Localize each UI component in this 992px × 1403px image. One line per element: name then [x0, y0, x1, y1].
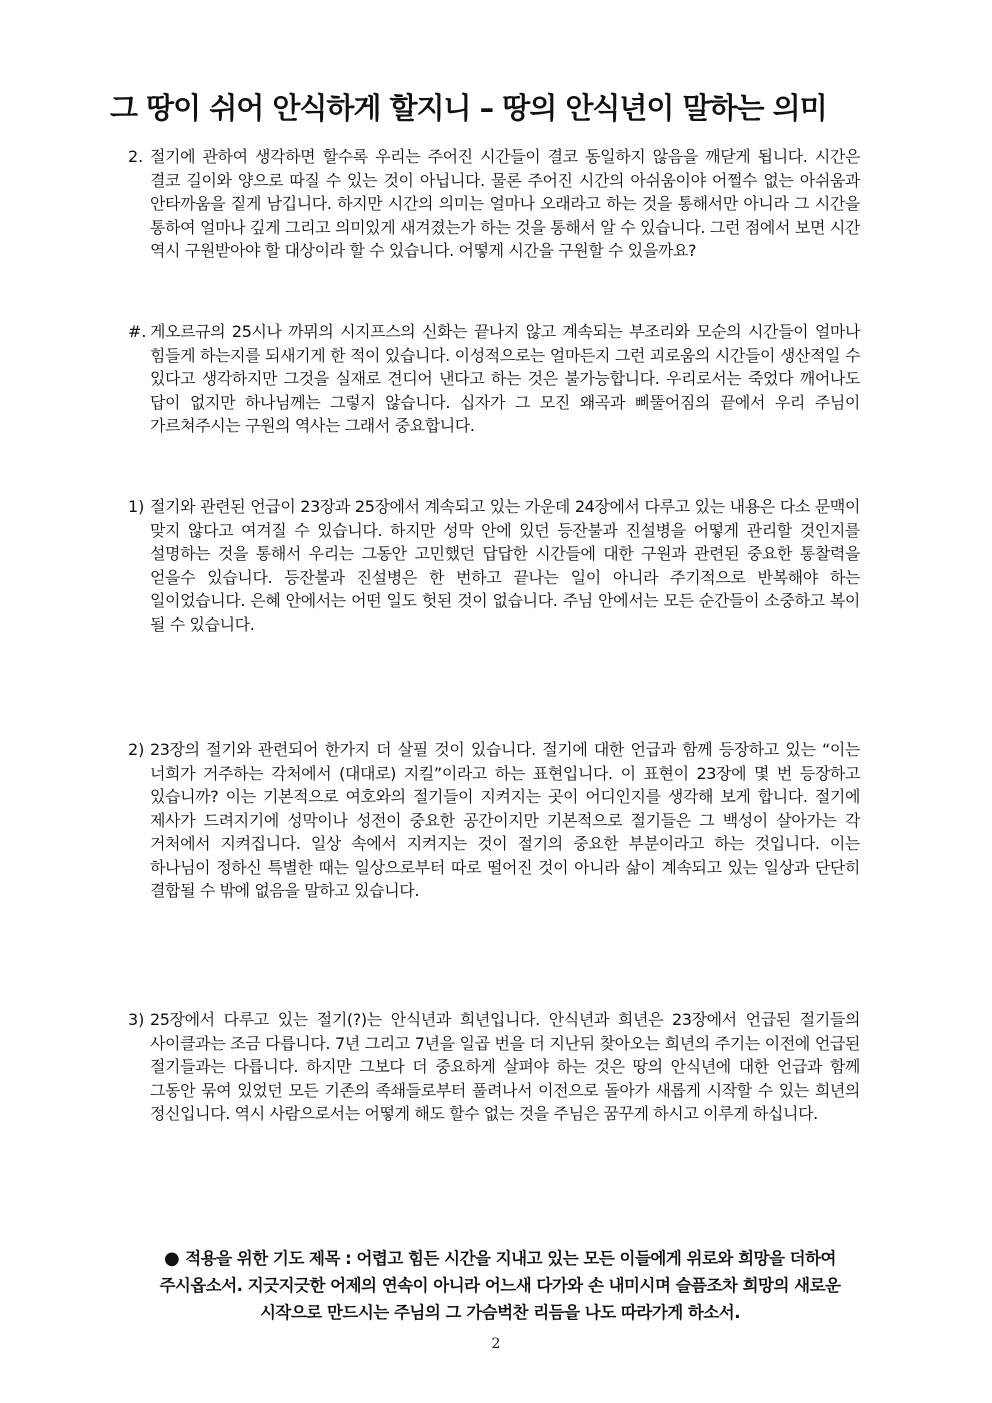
paragraph-2 [128, 145, 860, 263]
bullet-icon: ● [164, 1248, 180, 1269]
paragraph-marker: #. [128, 322, 147, 341]
paragraph-3 [128, 1008, 860, 1126]
paragraph-text: 절기에 관하여 생각하면 할수록 우리는 주어진 시간들이 결코 동일하지 않음을 깨닫게 됩니다. 시간은 결코 길이와 양으로 따질 수 있는 것이 아닙니다. 물론 주어진 시간의 아쉬움이야 어쩔수 없는 아쉬움과 안타까움을 짙게 남깁니다. 하지만 시간의 의미는 얼마나 오래라고 하는 것을 통해서만 아니라 그 시간을 통하여 얼마나 깊게 그리고 의미있게 새겨졌는가 하는 것을 통해서 알 수 있습니다. 그런 점에서 보면 시간 역시 구원받아야 할 대상이라 할 수 있습니다. 어떻게 시간을 구원할 수 있을까요? [150, 147, 860, 260]
paragraph-marker: 2. [128, 147, 144, 166]
paragraph-2-sub [128, 738, 860, 903]
paragraph-hash [128, 320, 860, 438]
paragraph-text: 절기와 관련된 언급이 23장과 25장에서 계속되고 있는 가운데 24장에서 다루고 있는 내용은 다소 문맥이 맞지 않다고 여겨질 수 있습니다. 하지만 성막 안에 있던 등잔불과 진설병을 어떻게 관리할 것인지를 설명하는 것을 통해서 우리는 그동안 고민했던 답답한 시간들에 대한 구원과 관련된 중요한 통찰력을 얻을수 있습니다. 등잔불과 진설병은 한 번하고 끝나는 일이 아니라 주기적으로 반복해야 하는 일이었습니다. 은혜 안에서는 어떤 일도 헛된 것이 없습니다. 주님 안에서는 모든 순간들이 소중하고 복이 될 수 있습니다. [150, 497, 860, 634]
paragraph-marker: 1) [128, 497, 145, 516]
prayer-section [140, 1245, 860, 1326]
paragraph-1 [128, 495, 860, 636]
page-number: 2 [491, 1336, 501, 1352]
paragraph-marker: 2) [128, 740, 145, 759]
paragraph-text: 25장에서 다루고 있는 절기(?)는 안식년과 희년입니다. 안식년과 희년은 23장에서 언급된 절기들의 사이클과는 조금 다릅니다. 7년 그리고 7년을 일곱 번을 더 지난뒤 찾아오는 희년의 주기는 이전에 언급된 절기들과는 다릅니다. 하지만 그보다 더 중요하게 살펴야 하는 것은 땅의 안식년에 대한 언급과 함께 그동안 묶여 있었던 모든 기존의 족쇄들로부터 풀려나서 이전으로 돌아가 새롭게 시작할 수 있는 희년의 정신입니다. 역시 사람으로서는 어떻게 해도 할수 없는 것을 주님은 꿈꾸게 하시고 이루게 하십니다. [150, 1010, 860, 1123]
paragraph-text: 게오르규의 25시나 까뮈의 시지프스의 신화는 끝나지 않고 계속되는 부조리와 모순의 시간들이 얼마나 힘들게 하는지를 되새기게 한 적이 있습니다. 이성적으로는 얼마든지 그런 괴로움의 시간들이 생산적일 수 있다고 생각하지만 그것을 실재로 견디어 낸다고 하는 것은 불가능합니다. 우리로서는 죽었다 깨어나도 답이 없지만 하나님께는 그렇지 않습니다. 십자가 그 모진 왜곡과 삐뚤어짐의 끝에서 우리 주님이 가르쳐주시는 구원의 역사는 그래서 중요합니다. [150, 322, 860, 435]
page-title: 그 땅이 쉬어 안식하게 할지니 – 땅의 안식년이 말하는 의미 [110, 91, 827, 125]
paragraph-marker: 3) [128, 1010, 145, 1029]
paragraph-text: 23장의 절기와 관련되어 한가지 더 살필 것이 있습니다. 절기에 대한 언급과 함께 등장하고 있는 “이는 너희가 거주하는 각처에서 (대대로) 지킬”이라고 하는 표현입니다. 이 표현이 23장에 몇 번 등장하고 있습니까? 이는 기본적으로 여호와의 절기들이 지켜지는 곳이 어디인지를 생각해 보게 합니다. 절기에 제사가 드려지기에 성막이나 성전이 중요한 공간이지만 기본적으로 절기들은 그 백성이 살아가는 각 거처에서 지켜집니다. 일상 속에서 지켜지는 것이 절기의 중요한 부분이라고 하는 것입니다. 이는 하나님이 정하신 특별한 때는 일상으로부터 따로 떨어진 것이 아니라 삶이 계속되고 있는 일상과 단단히 결합될 수 밖에 없음을 말하고 있습니다. [150, 740, 860, 900]
prayer-text: 적용을 위한 기도 제목 : 어렵고 힘든 시간을 지내고 있는 모든 이들에게 위로와 희망을 더하여 주시옵소서. 지긋지긋한 어제의 연속이 아니라 어느새 다가와 손 내미시며 슬픔조차 희망의 새로운 시작으로 만드시는 주님의 그 가슴벅찬 리듬을 나도 따라가게 하소서. [159, 1249, 841, 1322]
